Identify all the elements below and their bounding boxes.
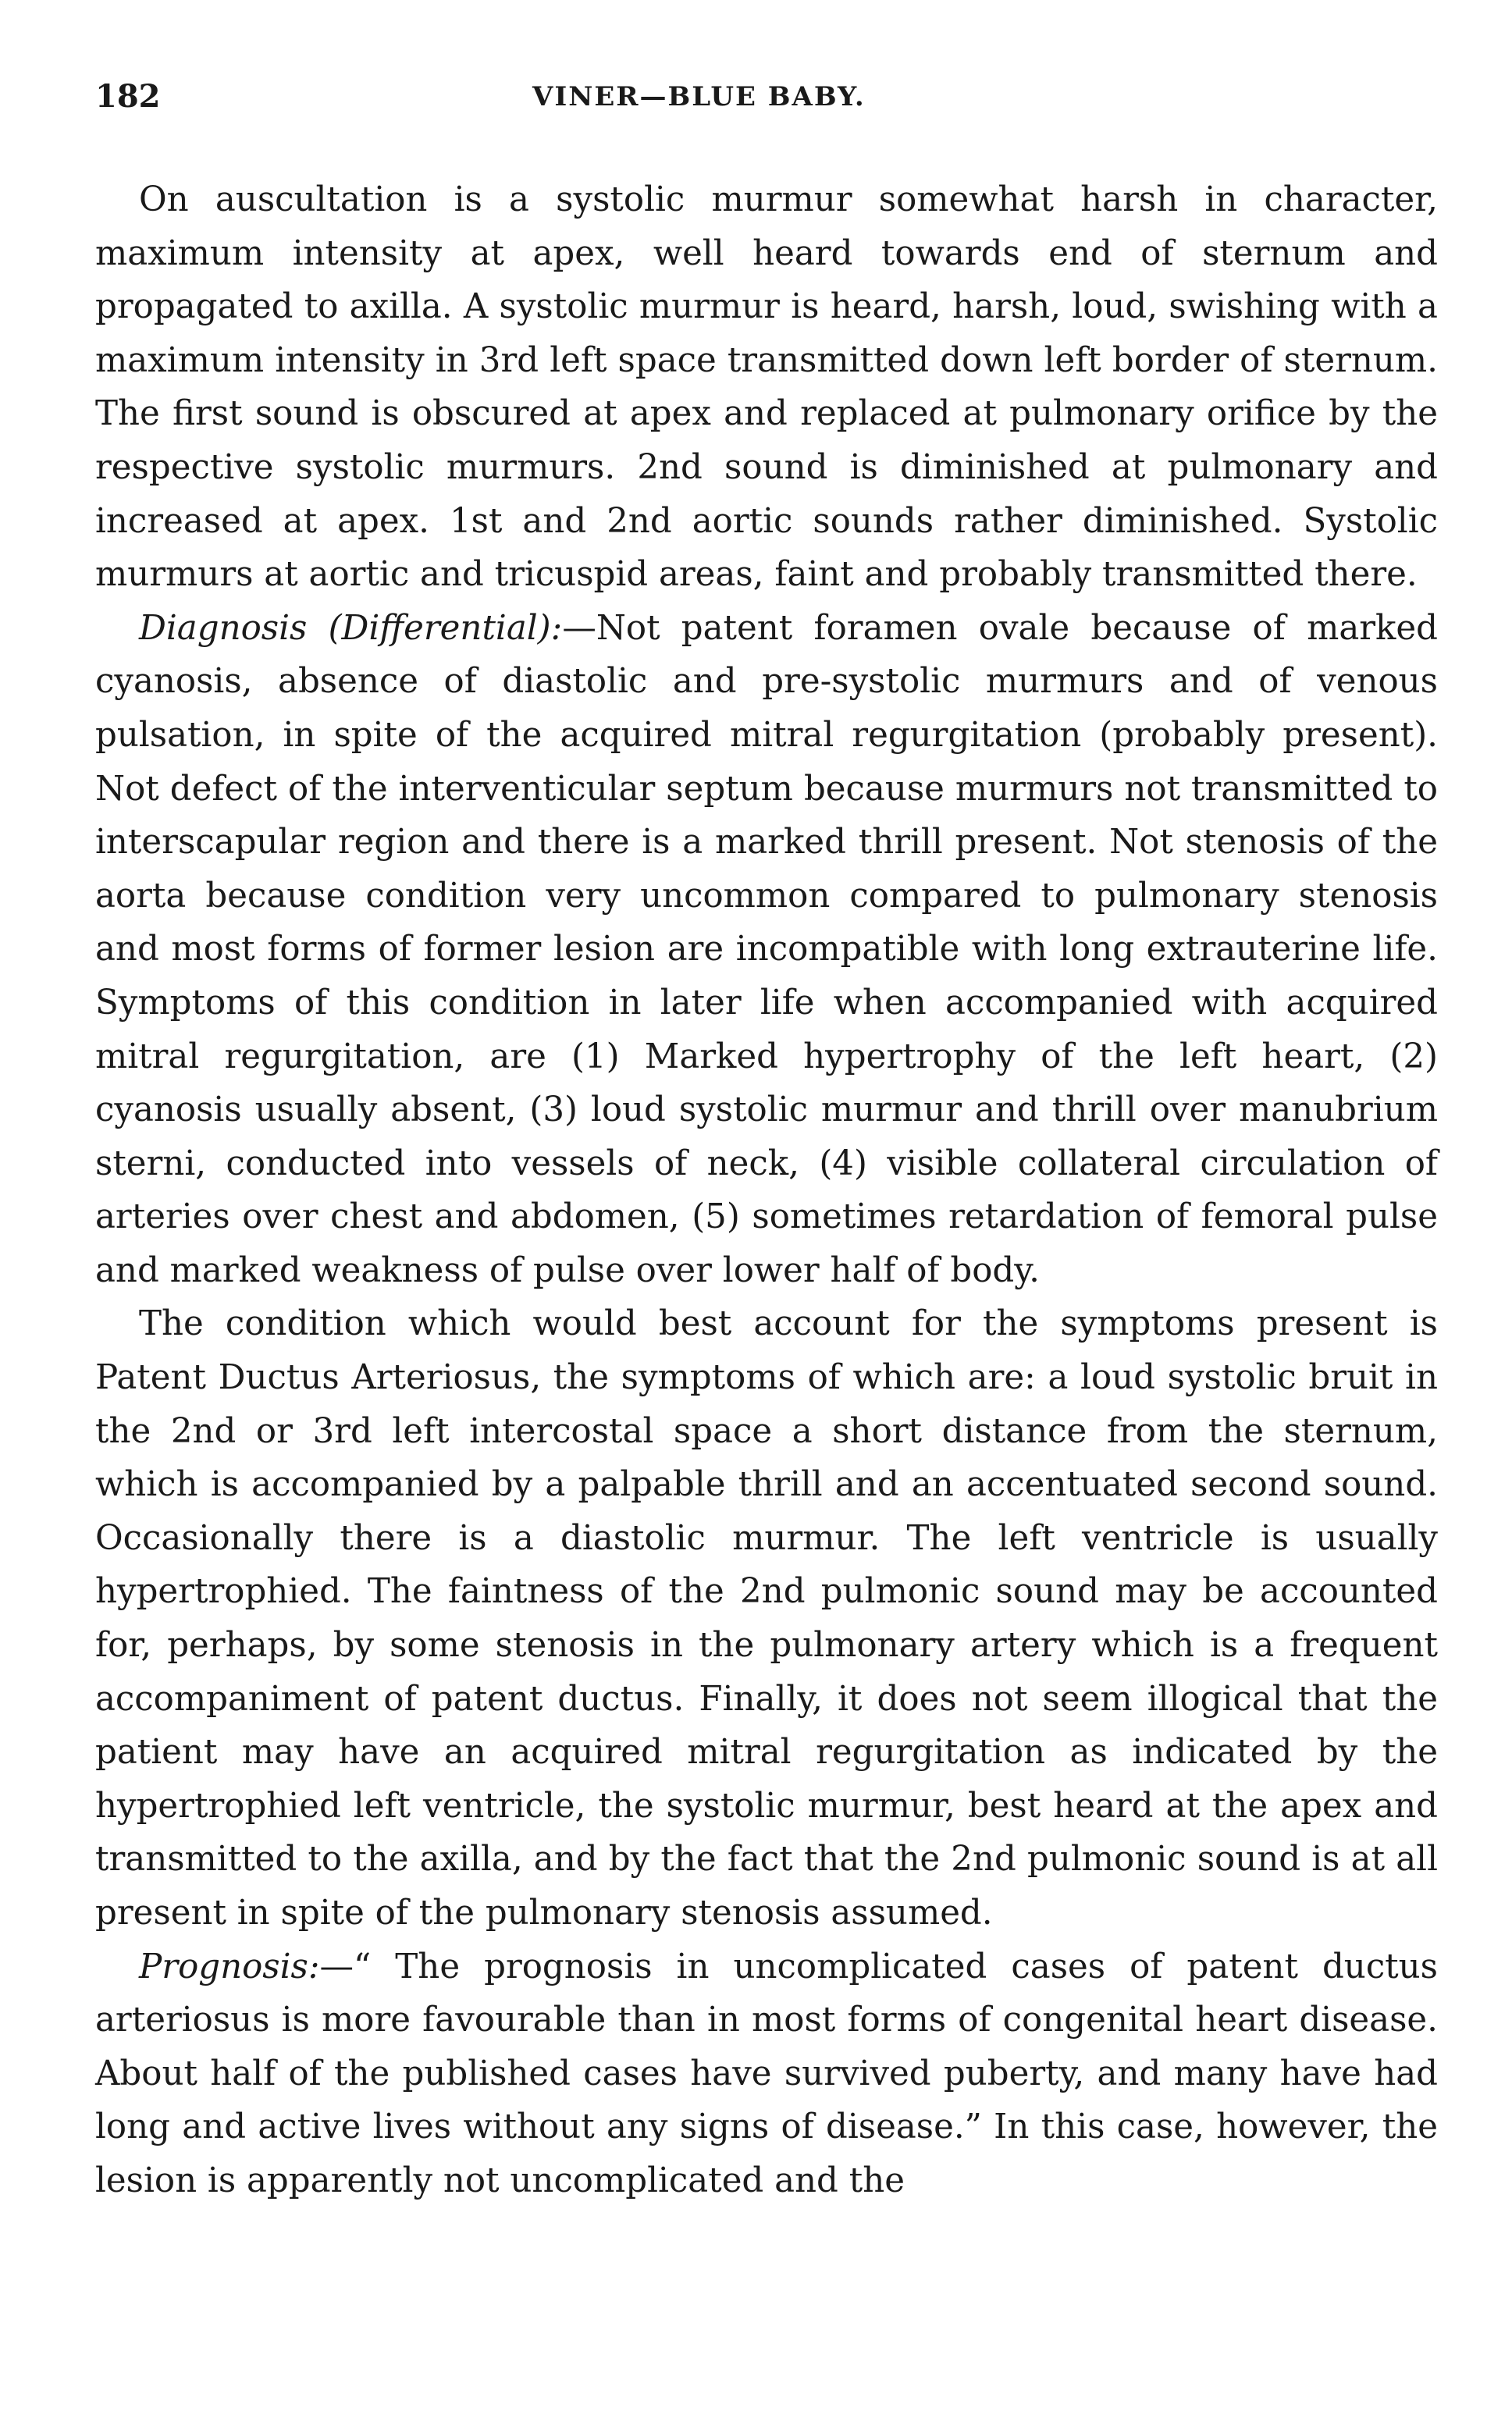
running-title: VINER—BLUE BABY. <box>532 81 866 112</box>
paragraph-text: The condition which would best account for the symptoms present is Patent Ductus Arteriosus, the symptoms of which are: a loud systolic bruit in the 2nd or 3rd left intercostal space a short distance from the sternum, which is accompanied by a palpable thrill and an accentuated second sound. Occasionally there is a diastolic murmur. The left ventricle is usually hypertrophied. The faintness of the 2nd pulmonic sound may be accounted for, perhaps, by some stenosis in the pulmonary artery which is a frequent accompaniment of patent ductus. Finally, it does not seem illogical that the patient may have an acquired mitral regurgitation as indicated by the hypertrophied left ventricle, the systolic murmur, best heard at the apex and transmitted to the axilla, and by the fact that the 2nd pulmonic sound is at all present in spite of the pulmonary stenosis assumed. <box>95 1304 1438 1933</box>
running-head <box>95 72 1438 126</box>
paragraph-text: —“ The prognosis in uncomplicated cases of patent ductus arteriosus is more favourable than in most forms of congenital heart disease. About half of the published cases have survived puberty, and many have had long and active lives without any signs of disease.” In this case, however, the lesion is apparently not uncomplicated and the <box>95 1947 1438 2200</box>
paragraph-diagnosis <box>95 602 1438 1298</box>
paragraph-prognosis <box>95 1940 1438 2208</box>
paragraph-condition <box>95 1297 1438 1940</box>
paragraph-text: —Not patent foramen ovale because of marked cyanosis, absence of diastolic and pre-systolic murmurs and of venous pulsation, in spite of the acquired mitral regurgitation (probably present). Not defect of the interventicular septum because murmurs not transmitted to interscapular region and there is a marked thrill present. Not stenosis of the aorta because condition very uncommon compared to pulmonary stenosis and most forms of former lesion are incompatible with long extrauterine life. Symptoms of this condition in later life when accompanied with acquired mitral regurgitation, are (1) Marked hypertrophy of the left heart, (2) cyanosis usually absent, (3) loud systolic murmur and thrill over manubrium sterni, conducted into vessels of neck, (4) visible collateral circulation of arteries over chest and abdomen, (5) sometimes retardation of femoral pulse and marked weakness of pulse over lower half of body. <box>95 608 1438 1290</box>
body-text <box>95 173 1438 2208</box>
paragraph-auscultation <box>95 173 1438 602</box>
page-number: 182 <box>95 78 161 115</box>
paragraph-text: On auscultation is a systolic murmur somewhat harsh in character, maximum intensity at apex, well heard towards end of sternum and propagated to axilla. A systolic murmur is heard, harsh, loud, swishing with a maximum intensity in 3rd left space transmitted down left border of sternum. The first sound is obscured at apex and replaced at pulmonary orifice by the respective systolic murmurs. 2nd sound is diminished at pulmonary and increased at apex. 1st and 2nd aortic sounds rather diminished. Systolic murmurs at aortic and tricuspid areas, faint and probably transmitted there. <box>95 180 1438 595</box>
section-label-diagnosis: Diagnosis (Differential): <box>139 608 563 648</box>
section-label-prognosis: Prognosis: <box>139 1947 320 1986</box>
page <box>95 72 1438 2208</box>
